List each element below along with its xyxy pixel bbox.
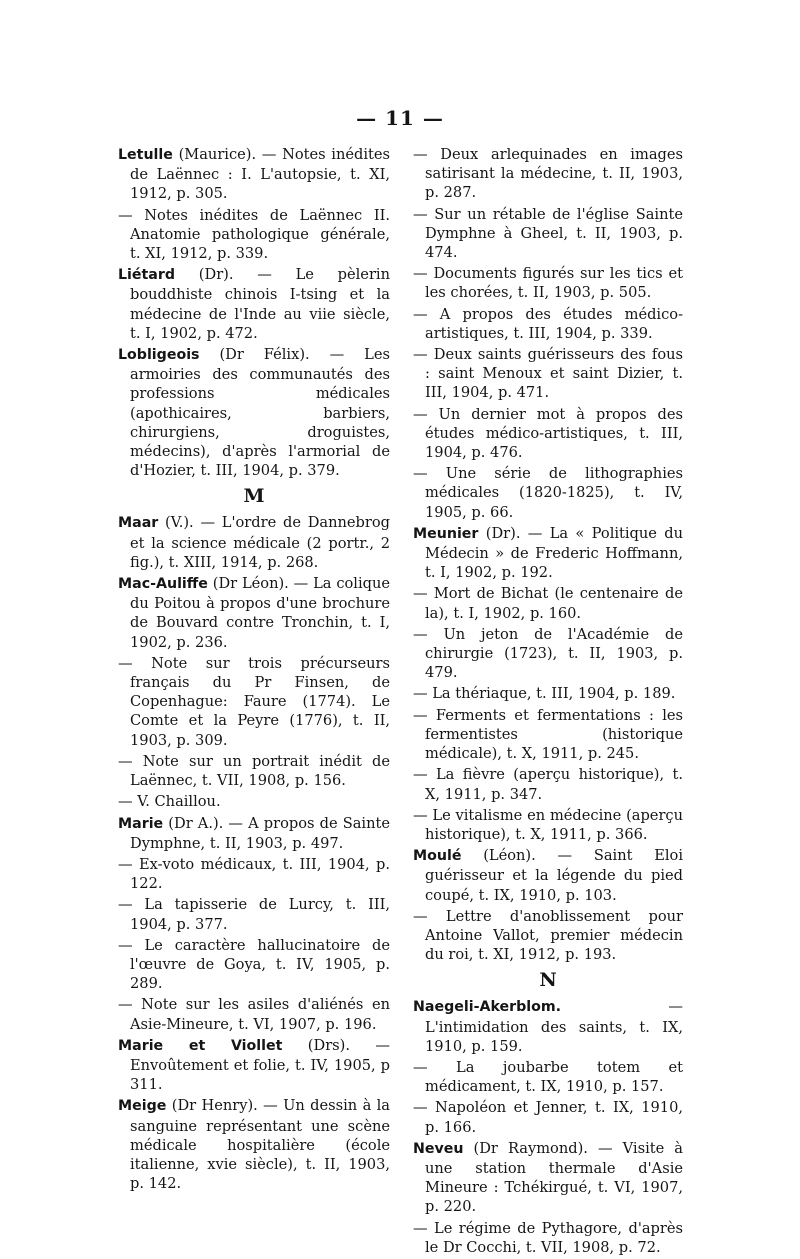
entry-text: (Dr Henry). — Un dessin à la sanguine représentant une scène médicale hospitalière (école italienne, xvie siècle), t. II, 1903, p. 142. <box>130 1097 390 1193</box>
index-entry <box>413 1058 683 1096</box>
entry-text: (Léon). — Saint Eloi guérisseur et la légende du pied coupé, t. IX, 1910, p. 103. <box>425 847 683 904</box>
entry-text: — V. Chaillou. <box>118 793 221 811</box>
entry-text: — Mort de Bichat (le centenaire de la), t. I, 1902, p. 160. <box>413 585 683 622</box>
author-name: Meige <box>118 1098 167 1115</box>
index-entry <box>118 654 390 750</box>
index-entry <box>413 1219 683 1257</box>
index-entry <box>118 1036 390 1095</box>
author-name: Letulle <box>118 147 173 163</box>
entry-text: — Deux arlequinades en images satirisant la médecine, t. II, 1903, p. 287. <box>413 146 683 202</box>
index-entry <box>118 145 390 204</box>
entry-text: — A propos des études médico-artistiques, t. III, 1904, p. 339. <box>413 305 683 342</box>
entry-text: — Le vitalisme en médecine (aperçu historique), t. X, 1911, p. 366. <box>413 806 683 843</box>
index-entry <box>413 264 683 302</box>
entry-text: — La tapisserie de Lurcy, t. III, 1904, p. 377. <box>118 896 390 933</box>
entry-text: — L'intimidation des saints, t. IX, 1910, p. 159. <box>425 998 683 1055</box>
index-entry <box>413 625 683 683</box>
entry-text: — La thériaque, t. III, 1904, p. 189. <box>413 685 676 703</box>
entry-text: — Ex-voto médicaux, t. III, 1904, p. 122. <box>118 855 390 893</box>
index-entry <box>118 936 390 994</box>
author-name: Mac-Auliffe <box>118 576 208 593</box>
entry-text: — Une série de lithographies médicales (1820-1825), t. IV, 1905, p. 66. <box>413 465 683 521</box>
entry-text: — Lettre d'anoblissement pour Antoine Vallot, premier médecin du roi, t. XI, 1912, p. 193. <box>413 907 683 964</box>
author-name: Maar <box>118 515 159 532</box>
index-entry <box>413 305 683 343</box>
index-entry <box>413 997 683 1056</box>
entry-text: (V.). — L'ordre de Dannebrog et la science médicale (2 portr., 2 fig.), t. XIII, 1914, p. 268. <box>130 514 390 571</box>
page-number: — 11 — <box>356 106 444 130</box>
index-entry <box>118 206 390 264</box>
index-entry <box>118 265 390 343</box>
author-name: Liétard <box>118 267 176 284</box>
index-entry <box>118 895 390 933</box>
author-name: Naegeli-Akerblom. <box>413 999 562 1016</box>
index-entry <box>118 752 390 790</box>
entry-text: — Un dernier mot à propos des études médico-artistiques, t. III, 1904, p. 476. <box>413 405 683 462</box>
index-entry <box>118 855 390 893</box>
author-name: Marie <box>118 815 164 832</box>
index-entry <box>413 405 683 463</box>
author-name: Moulé <box>413 848 462 865</box>
index-entry <box>413 806 683 844</box>
entry-text: (Dr Félix). — Les armoiries des communautés des professions médicales (apothicaires, barbiers, chirurgiens, droguistes, médecins), d'après l'armorial de d'Hozier, t. III, 1904, p. 379. <box>130 346 390 480</box>
entry-text: (Maurice). — Notes inédites de Laënnec : I. L'autopsie, t. XI, 1912, p. 305. <box>130 146 390 203</box>
entry-text: — Notes inédites de Laënnec II. Anatomie pathologique générale, t. XI, 1912, p. 339. <box>118 206 390 263</box>
index-entry <box>413 345 683 403</box>
index-entry <box>118 345 390 480</box>
left-column <box>118 145 390 1195</box>
entry-text: — Un jeton de l'Académie de chirurgie (1723), t. II, 1903, p. 479. <box>413 625 683 682</box>
entry-text: — Note sur trois précurseurs français du Pr Finsen, de Copenhague: Faure (1774). Le Comte et la Peyre (1776), t. II, 1903, p. 309. <box>118 654 390 749</box>
index-entry <box>413 846 683 905</box>
entry-text: (Dr A.). — A propos de Sainte Dymphne, t. II, 1903, p. 497. <box>130 814 390 852</box>
entry-text: — Le régime de Pythagore, d'après le Dr Cocchi, t. VII, 1908, p. 72. <box>413 1219 683 1256</box>
index-entry <box>118 792 390 811</box>
entry-text: (Dr). — Le pèlerin bouddhiste chinois I-tsing et la médecine de l'Inde au viie siècle, t. I, 1902, p. 472. <box>130 266 390 342</box>
entry-text: — Napoléon et Jenner, t. IX, 1910, p. 166. <box>413 1099 683 1136</box>
entry-text: — La fièvre (aperçu historique), t. X, 1911, p. 347. <box>413 766 683 803</box>
index-entry <box>413 1098 683 1136</box>
index-entry <box>413 524 683 583</box>
index-entry <box>413 464 683 522</box>
entry-text: — Sur un rétable de l'église Sainte Dymphne à Gheel, t. II, 1903, p. 474. <box>413 205 683 262</box>
author-name: Neveu <box>413 1140 464 1157</box>
author-name: Meunier <box>413 525 479 542</box>
entry-text: — Deux saints guérisseurs des fous : saint Menoux et saint Dizier, t. III, 1904, p. 471. <box>413 346 683 402</box>
entry-text: — Ferments et fermentations : les fermentistes (historique médicale), t. X, 1911, p. 245. <box>413 706 683 763</box>
entry-text: (Dr). — La « Politique du Médecin » de Frederic Hoffmann, t. I, 1902, p. 192. <box>425 524 683 582</box>
entry-text: — Documents figurés sur les tics et les chorées, t. II, 1903, p. 505. <box>413 265 683 302</box>
entry-text: — Le caractère hallucinatoire de l'œuvre de Goya, t. IV, 1905, p. 289. <box>118 936 390 993</box>
index-entry <box>413 145 683 203</box>
index-entry <box>413 205 683 263</box>
index-entry <box>413 907 683 965</box>
entry-text: — Note sur les asiles d'aliénés en Asie-Mineure, t. VI, 1907, p. 196. <box>118 996 390 1033</box>
index-entry <box>413 765 683 803</box>
index-entry <box>118 995 390 1033</box>
index-entry <box>118 513 390 572</box>
entry-text: (Drs). — Envoûtement et folie, t. IV, 1905, p 311. <box>130 1036 390 1094</box>
index-entry <box>413 1139 683 1217</box>
entry-text: — Note sur un portrait inédit de Laënnec, t. VII, 1908, p. 156. <box>118 752 390 790</box>
right-column <box>413 145 683 1259</box>
author-name: Marie et Viollet <box>118 1037 283 1054</box>
section-letter: M <box>243 485 265 508</box>
index-entry <box>118 574 390 652</box>
index-entry <box>118 814 390 853</box>
section-letter: N <box>539 969 557 992</box>
index-entry <box>413 706 683 764</box>
author-name: Lobligeois <box>118 347 200 364</box>
index-entry <box>118 1096 390 1193</box>
entry-text: (Dr Léon). — La colique du Poitou à propos d'une brochure de Bouvard contre Tronchin, t. I, 1902, p. 236. <box>130 575 390 651</box>
index-entry <box>413 584 683 622</box>
entry-text: — La joubarbe totem et médicament, t. IX, 1910, p. 157. <box>413 1058 683 1096</box>
index-entry <box>413 684 683 703</box>
entry-text: (Dr Raymond). — Visite à une station thermale d'Asie Mineure : Tchékirgué, t. VI, 1907, p. 220. <box>425 1139 683 1216</box>
